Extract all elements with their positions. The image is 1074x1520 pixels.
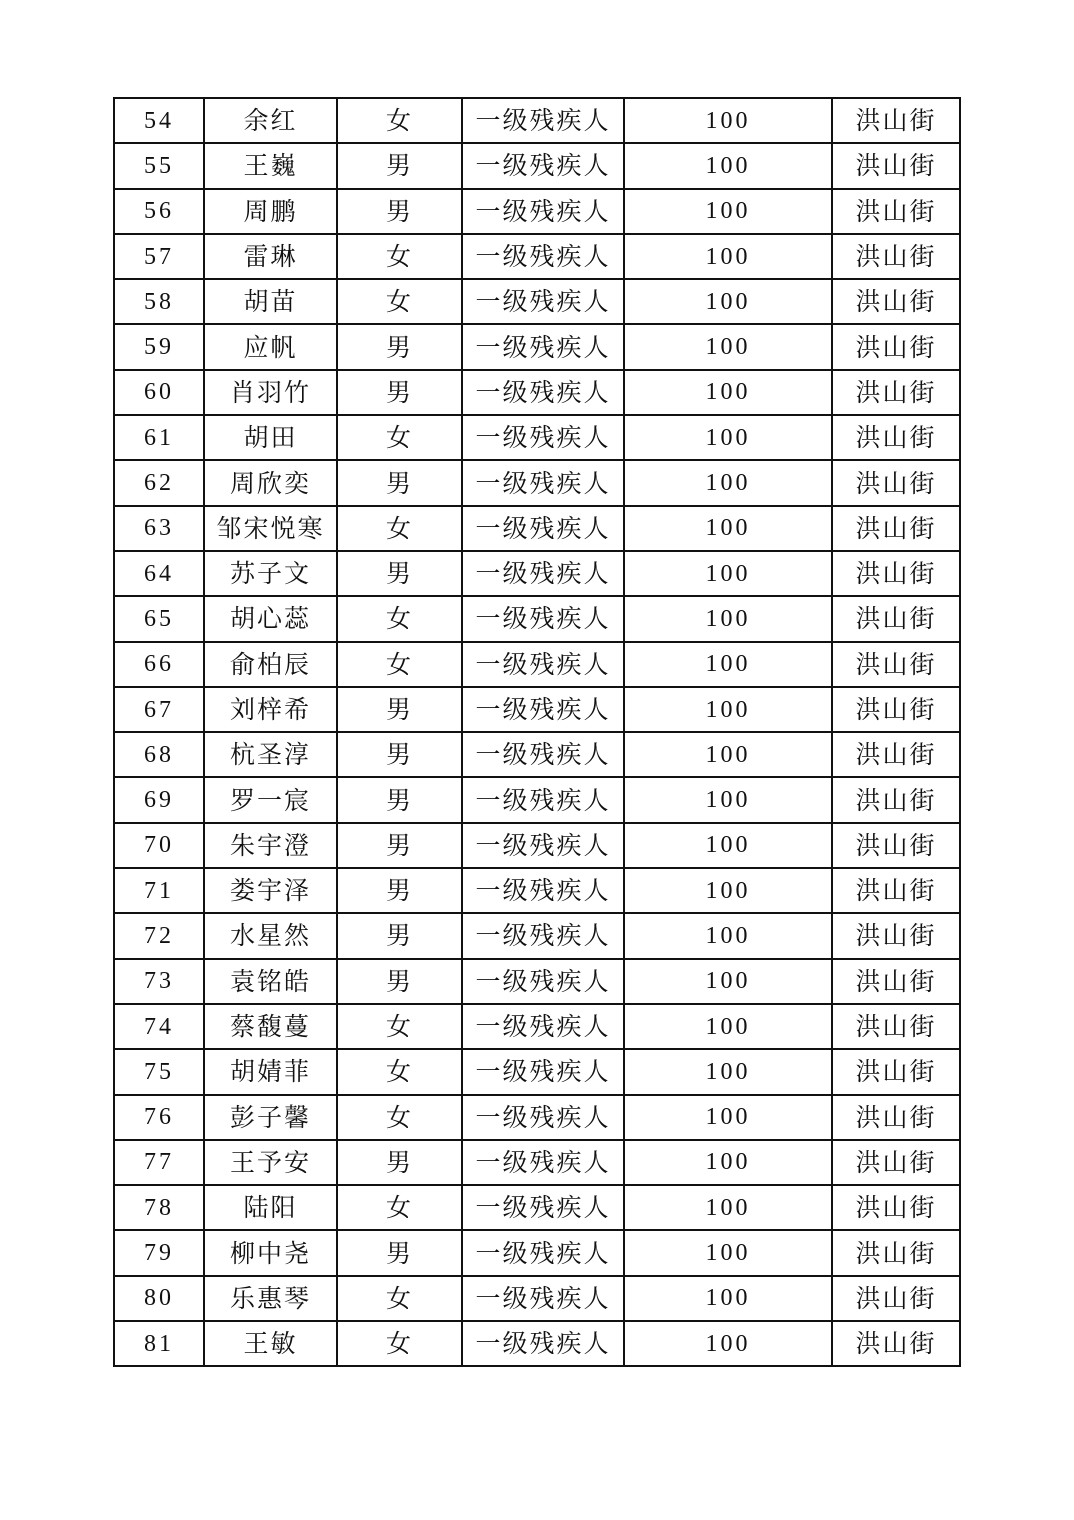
street-cell: 洪山街 [832,506,960,551]
row-number-cell: 68 [114,732,204,777]
row-number-cell: 56 [114,189,204,234]
name-cell: 胡心蕊 [204,596,337,641]
amount-cell: 100 [624,234,832,279]
disability-level-cell: 一级残疾人 [462,1276,624,1321]
row-number-cell: 72 [114,913,204,958]
street-cell: 洪山街 [832,1049,960,1094]
row-number-cell: 78 [114,1185,204,1230]
gender-cell: 女 [337,98,462,143]
disability-level-cell: 一级残疾人 [462,732,624,777]
name-cell: 蔡馥蔓 [204,1004,337,1049]
gender-cell: 男 [337,732,462,777]
street-cell: 洪山街 [832,777,960,822]
table-row [114,913,960,958]
amount-cell: 100 [624,370,832,415]
disability-level-cell: 一级残疾人 [462,642,624,687]
disability-level-cell: 一级残疾人 [462,98,624,143]
gender-cell: 女 [337,1321,462,1366]
name-cell: 水星然 [204,913,337,958]
table-row [114,596,960,641]
table-row [114,868,960,913]
table-row [114,1095,960,1140]
roster-table-body [114,98,960,1366]
row-number-cell: 80 [114,1276,204,1321]
row-number-cell: 74 [114,1004,204,1049]
disability-level-cell: 一级残疾人 [462,551,624,596]
gender-cell: 男 [337,1230,462,1275]
amount-cell: 100 [624,1140,832,1185]
table-row [114,234,960,279]
street-cell: 洪山街 [832,1004,960,1049]
amount-cell: 100 [624,732,832,777]
row-number-cell: 75 [114,1049,204,1094]
street-cell: 洪山街 [832,143,960,188]
street-cell: 洪山街 [832,551,960,596]
table-row [114,1276,960,1321]
table-row [114,1321,960,1366]
disability-level-cell: 一级残疾人 [462,1140,624,1185]
name-cell: 彭子馨 [204,1095,337,1140]
name-cell: 罗一宸 [204,777,337,822]
street-cell: 洪山街 [832,823,960,868]
street-cell: 洪山街 [832,1276,960,1321]
street-cell: 洪山街 [832,959,960,1004]
row-number-cell: 60 [114,370,204,415]
disability-level-cell: 一级残疾人 [462,506,624,551]
row-number-cell: 61 [114,415,204,460]
amount-cell: 100 [624,596,832,641]
name-cell: 周鹏 [204,189,337,234]
amount-cell: 100 [624,143,832,188]
table-row [114,189,960,234]
row-number-cell: 55 [114,143,204,188]
table-row [114,98,960,143]
name-cell: 袁铭皓 [204,959,337,1004]
row-number-cell: 77 [114,1140,204,1185]
table-row [114,551,960,596]
disability-level-cell: 一级残疾人 [462,460,624,505]
table-row [114,959,960,1004]
disability-level-cell: 一级残疾人 [462,1095,624,1140]
amount-cell: 100 [624,1230,832,1275]
street-cell: 洪山街 [832,1185,960,1230]
gender-cell: 女 [337,415,462,460]
gender-cell: 女 [337,279,462,324]
row-number-cell: 65 [114,596,204,641]
amount-cell: 100 [624,868,832,913]
gender-cell: 男 [337,324,462,369]
table-row [114,460,960,505]
amount-cell: 100 [624,551,832,596]
street-cell: 洪山街 [832,868,960,913]
table-row [114,777,960,822]
disability-level-cell: 一级残疾人 [462,959,624,1004]
gender-cell: 女 [337,1095,462,1140]
street-cell: 洪山街 [832,98,960,143]
street-cell: 洪山街 [832,234,960,279]
disability-level-cell: 一级残疾人 [462,324,624,369]
amount-cell: 100 [624,1321,832,1366]
table-row [114,732,960,777]
street-cell: 洪山街 [832,279,960,324]
table-row [114,370,960,415]
disability-level-cell: 一级残疾人 [462,687,624,732]
gender-cell: 女 [337,1049,462,1094]
name-cell: 肖羽竹 [204,370,337,415]
name-cell: 余红 [204,98,337,143]
row-number-cell: 63 [114,506,204,551]
disability-level-cell: 一级残疾人 [462,279,624,324]
street-cell: 洪山街 [832,1095,960,1140]
table-row [114,642,960,687]
amount-cell: 100 [624,98,832,143]
row-number-cell: 57 [114,234,204,279]
gender-cell: 女 [337,1004,462,1049]
row-number-cell: 76 [114,1095,204,1140]
table-row [114,324,960,369]
name-cell: 王敏 [204,1321,337,1366]
name-cell: 柳中尧 [204,1230,337,1275]
table-row [114,1140,960,1185]
amount-cell: 100 [624,642,832,687]
disability-level-cell: 一级残疾人 [462,913,624,958]
gender-cell: 女 [337,1276,462,1321]
table-row [114,143,960,188]
name-cell: 乐惠琴 [204,1276,337,1321]
table-row [114,506,960,551]
table-row [114,1004,960,1049]
amount-cell: 100 [624,415,832,460]
row-number-cell: 59 [114,324,204,369]
amount-cell: 100 [624,687,832,732]
street-cell: 洪山街 [832,596,960,641]
street-cell: 洪山街 [832,642,960,687]
disability-level-cell: 一级残疾人 [462,415,624,460]
name-cell: 俞柏辰 [204,642,337,687]
name-cell: 杭圣淳 [204,732,337,777]
name-cell: 王巍 [204,143,337,188]
gender-cell: 女 [337,1185,462,1230]
street-cell: 洪山街 [832,324,960,369]
row-number-cell: 70 [114,823,204,868]
table-row [114,687,960,732]
amount-cell: 100 [624,324,832,369]
name-cell: 朱宇澄 [204,823,337,868]
name-cell: 陆阳 [204,1185,337,1230]
amount-cell: 100 [624,1049,832,1094]
row-number-cell: 54 [114,98,204,143]
street-cell: 洪山街 [832,1140,960,1185]
table-row [114,1185,960,1230]
amount-cell: 100 [624,1276,832,1321]
gender-cell: 男 [337,189,462,234]
disability-level-cell: 一级残疾人 [462,777,624,822]
amount-cell: 100 [624,1185,832,1230]
row-number-cell: 64 [114,551,204,596]
disability-level-cell: 一级残疾人 [462,1230,624,1275]
name-cell: 周欣奕 [204,460,337,505]
name-cell: 雷琳 [204,234,337,279]
disability-level-cell: 一级残疾人 [462,1049,624,1094]
disability-level-cell: 一级残疾人 [462,189,624,234]
disability-level-cell: 一级残疾人 [462,868,624,913]
disability-level-cell: 一级残疾人 [462,596,624,641]
disability-level-cell: 一级残疾人 [462,370,624,415]
row-number-cell: 81 [114,1321,204,1366]
gender-cell: 男 [337,143,462,188]
street-cell: 洪山街 [832,732,960,777]
street-cell: 洪山街 [832,1230,960,1275]
amount-cell: 100 [624,1095,832,1140]
name-cell: 胡婧菲 [204,1049,337,1094]
row-number-cell: 62 [114,460,204,505]
street-cell: 洪山街 [832,189,960,234]
street-cell: 洪山街 [832,460,960,505]
name-cell: 胡田 [204,415,337,460]
gender-cell: 男 [337,370,462,415]
roster-table [113,97,961,1367]
amount-cell: 100 [624,460,832,505]
street-cell: 洪山街 [832,415,960,460]
table-row [114,415,960,460]
gender-cell: 女 [337,596,462,641]
row-number-cell: 67 [114,687,204,732]
row-number-cell: 69 [114,777,204,822]
row-number-cell: 73 [114,959,204,1004]
name-cell: 胡苗 [204,279,337,324]
row-number-cell: 79 [114,1230,204,1275]
disability-level-cell: 一级残疾人 [462,823,624,868]
gender-cell: 女 [337,642,462,687]
name-cell: 刘梓希 [204,687,337,732]
disability-level-cell: 一级残疾人 [462,143,624,188]
table-row [114,823,960,868]
amount-cell: 100 [624,506,832,551]
name-cell: 娄宇泽 [204,868,337,913]
amount-cell: 100 [624,823,832,868]
name-cell: 应帆 [204,324,337,369]
gender-cell: 男 [337,687,462,732]
name-cell: 苏子文 [204,551,337,596]
disability-level-cell: 一级残疾人 [462,1004,624,1049]
gender-cell: 女 [337,234,462,279]
disability-level-cell: 一级残疾人 [462,234,624,279]
amount-cell: 100 [624,777,832,822]
street-cell: 洪山街 [832,370,960,415]
amount-cell: 100 [624,1004,832,1049]
gender-cell: 男 [337,777,462,822]
table-row [114,1230,960,1275]
amount-cell: 100 [624,189,832,234]
gender-cell: 男 [337,460,462,505]
disability-level-cell: 一级残疾人 [462,1185,624,1230]
row-number-cell: 71 [114,868,204,913]
street-cell: 洪山街 [832,913,960,958]
amount-cell: 100 [624,959,832,1004]
name-cell: 王予安 [204,1140,337,1185]
row-number-cell: 66 [114,642,204,687]
name-cell: 邹宋悦寒 [204,506,337,551]
table-row [114,279,960,324]
amount-cell: 100 [624,279,832,324]
gender-cell: 男 [337,823,462,868]
amount-cell: 100 [624,913,832,958]
street-cell: 洪山街 [832,1321,960,1366]
gender-cell: 男 [337,959,462,1004]
gender-cell: 男 [337,551,462,596]
street-cell: 洪山街 [832,687,960,732]
gender-cell: 女 [337,506,462,551]
gender-cell: 男 [337,868,462,913]
table-row [114,1049,960,1094]
disability-level-cell: 一级残疾人 [462,1321,624,1366]
row-number-cell: 58 [114,279,204,324]
gender-cell: 男 [337,1140,462,1185]
gender-cell: 男 [337,913,462,958]
